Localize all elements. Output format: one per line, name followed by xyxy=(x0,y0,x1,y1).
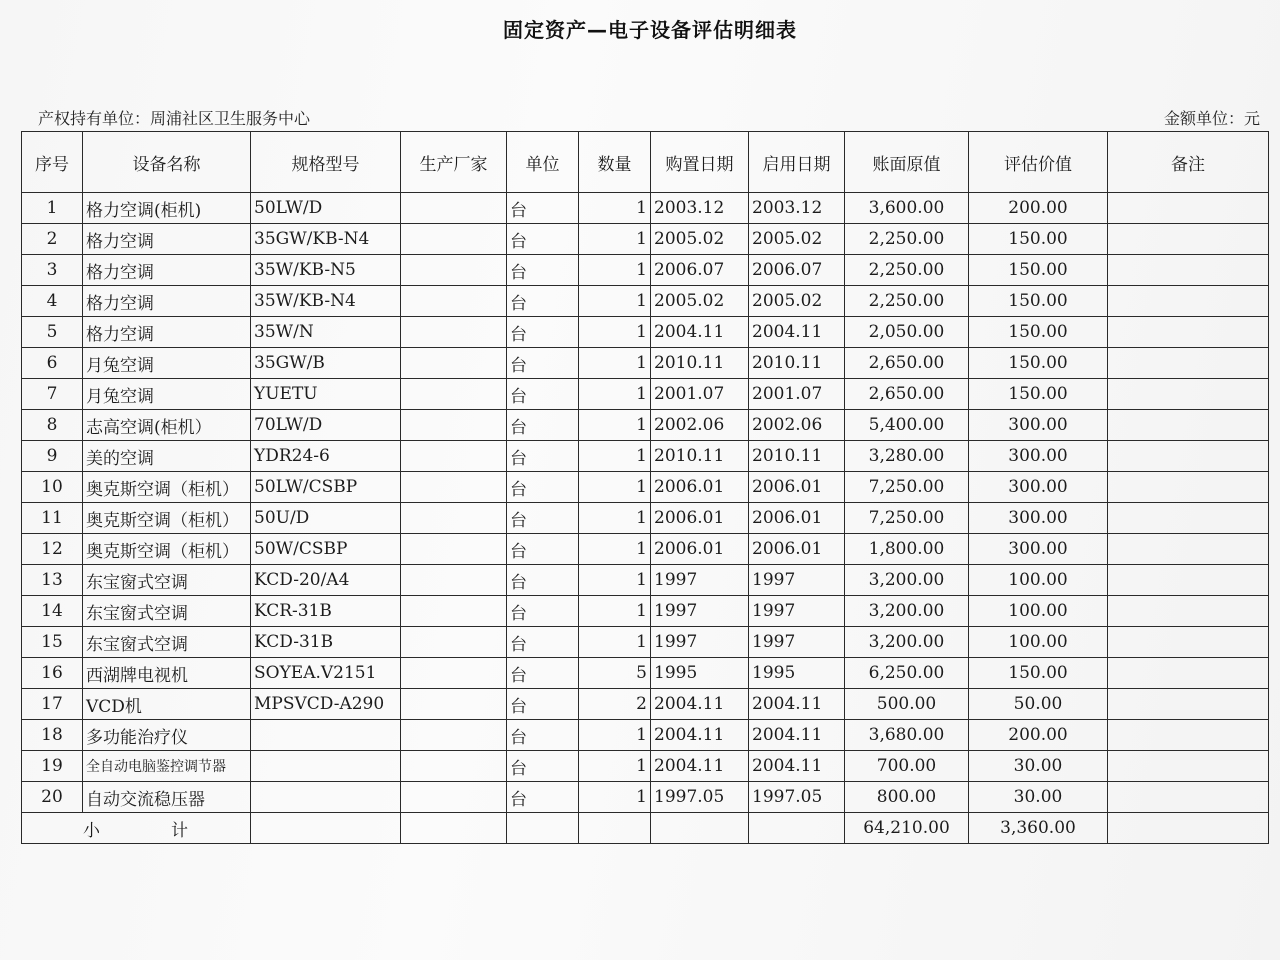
row-number-cell: 9 xyxy=(22,441,83,472)
row-number-cell: 10 xyxy=(22,472,83,503)
subtotal-cell xyxy=(579,813,651,844)
device-name-cell: 美的空调 xyxy=(83,441,251,472)
quantity-cell: 1 xyxy=(579,348,651,379)
unit-cell: 台 xyxy=(507,596,579,627)
model-spec-cell: 35W/N xyxy=(251,317,401,348)
purchase-date-cell: 2003.12 xyxy=(651,193,749,224)
appraised-value-cell: 150.00 xyxy=(969,286,1108,317)
unit-cell: 台 xyxy=(507,534,579,565)
start-date-cell: 1997 xyxy=(749,627,845,658)
asset-table xyxy=(21,131,1269,844)
table-row xyxy=(22,689,1269,720)
header-cell: 生产厂家 xyxy=(401,132,507,193)
manufacturer-cell xyxy=(401,503,507,534)
subtotal-cell xyxy=(401,813,507,844)
device-name-cell: 自动交流稳压器 xyxy=(83,782,251,813)
purchase-date-cell: 2002.06 xyxy=(651,410,749,441)
purchase-date-cell: 1995 xyxy=(651,658,749,689)
model-spec-cell: KCD-20/A4 xyxy=(251,565,401,596)
appraised-value-cell: 150.00 xyxy=(969,255,1108,286)
unit-cell: 台 xyxy=(507,472,579,503)
table-row xyxy=(22,410,1269,441)
table-row xyxy=(22,255,1269,286)
quantity-cell: 1 xyxy=(579,286,651,317)
purchase-date-cell: 2010.11 xyxy=(651,441,749,472)
subtotal-book-value: 64,210.00 xyxy=(845,813,969,844)
purchase-date-cell: 2010.11 xyxy=(651,348,749,379)
device-name-cell: 格力空调 xyxy=(83,286,251,317)
book-value-cell: 2,250.00 xyxy=(845,255,969,286)
table-row xyxy=(22,534,1269,565)
model-spec-cell: MPSVCD-A290 xyxy=(251,689,401,720)
model-spec-cell: KCR-31B xyxy=(251,596,401,627)
purchase-date-cell: 2006.01 xyxy=(651,534,749,565)
unit-cell: 台 xyxy=(507,627,579,658)
table-row xyxy=(22,472,1269,503)
header-cell: 设备名称 xyxy=(83,132,251,193)
appraised-value-cell: 150.00 xyxy=(969,224,1108,255)
remark-cell xyxy=(1108,658,1269,689)
header-cell: 购置日期 xyxy=(651,132,749,193)
row-number-cell: 1 xyxy=(22,193,83,224)
quantity-cell: 1 xyxy=(579,503,651,534)
start-date-cell: 2010.11 xyxy=(749,348,845,379)
start-date-cell: 1997 xyxy=(749,596,845,627)
row-number-cell: 8 xyxy=(22,410,83,441)
row-number-cell: 6 xyxy=(22,348,83,379)
device-name-cell: 志高空调(柜机） xyxy=(83,410,251,441)
purchase-date-cell: 1997 xyxy=(651,565,749,596)
unit-cell: 台 xyxy=(507,286,579,317)
row-number-cell: 7 xyxy=(22,379,83,410)
owner-label: 产权持有单位：周浦社区卫生服务中心 xyxy=(38,109,311,128)
manufacturer-cell xyxy=(401,193,507,224)
row-number-cell: 15 xyxy=(22,627,83,658)
model-spec-cell: 70LW/D xyxy=(251,410,401,441)
device-name-cell: 奥克斯空调（柜机） xyxy=(83,503,251,534)
purchase-date-cell: 2004.11 xyxy=(651,751,749,782)
device-name-cell: 格力空调(柜机) xyxy=(83,193,251,224)
unit-cell: 台 xyxy=(507,317,579,348)
row-number-cell: 13 xyxy=(22,565,83,596)
remark-cell xyxy=(1108,565,1269,596)
appraised-value-cell: 100.00 xyxy=(969,627,1108,658)
subtotal-label-left: 小 xyxy=(83,820,101,841)
appraised-value-cell: 150.00 xyxy=(969,317,1108,348)
table-row xyxy=(22,193,1269,224)
remark-cell xyxy=(1108,503,1269,534)
remark-cell xyxy=(1108,472,1269,503)
amount-unit-label: 金额单位：元 xyxy=(1163,109,1260,128)
row-number-cell: 14 xyxy=(22,596,83,627)
unit-cell: 台 xyxy=(507,689,579,720)
book-value-cell: 7,250.00 xyxy=(845,503,969,534)
manufacturer-cell xyxy=(401,286,507,317)
table-row xyxy=(22,658,1269,689)
manufacturer-cell xyxy=(401,472,507,503)
subtotal-cell xyxy=(507,813,579,844)
appraised-value-cell: 150.00 xyxy=(969,658,1108,689)
header-cell: 序号 xyxy=(22,132,83,193)
subtotal-cell xyxy=(651,813,749,844)
manufacturer-cell xyxy=(401,379,507,410)
table-row xyxy=(22,317,1269,348)
quantity-cell: 1 xyxy=(579,255,651,286)
table-row xyxy=(22,503,1269,534)
table-row xyxy=(22,286,1269,317)
unit-cell: 台 xyxy=(507,782,579,813)
row-number-cell: 16 xyxy=(22,658,83,689)
quantity-cell: 1 xyxy=(579,782,651,813)
appraised-value-cell: 300.00 xyxy=(969,472,1108,503)
book-value-cell: 5,400.00 xyxy=(845,410,969,441)
table-row xyxy=(22,627,1269,658)
start-date-cell: 2005.02 xyxy=(749,286,845,317)
unit-cell: 台 xyxy=(507,720,579,751)
manufacturer-cell xyxy=(401,751,507,782)
appraised-value-cell: 50.00 xyxy=(969,689,1108,720)
start-date-cell: 1997.05 xyxy=(749,782,845,813)
start-date-cell: 2006.07 xyxy=(749,255,845,286)
quantity-cell: 1 xyxy=(579,379,651,410)
manufacturer-cell xyxy=(401,317,507,348)
unit-cell: 台 xyxy=(507,224,579,255)
appraised-value-cell: 300.00 xyxy=(969,410,1108,441)
header-cell: 单位 xyxy=(507,132,579,193)
book-value-cell: 3,280.00 xyxy=(845,441,969,472)
start-date-cell: 2001.07 xyxy=(749,379,845,410)
start-date-cell: 2005.02 xyxy=(749,224,845,255)
device-name-cell: 东宝窗式空调 xyxy=(83,596,251,627)
appraised-value-cell: 200.00 xyxy=(969,193,1108,224)
purchase-date-cell: 1997 xyxy=(651,627,749,658)
manufacturer-cell xyxy=(401,410,507,441)
start-date-cell: 2010.11 xyxy=(749,441,845,472)
header-cell: 启用日期 xyxy=(749,132,845,193)
model-spec-cell: 50LW/D xyxy=(251,193,401,224)
model-spec-cell xyxy=(251,751,401,782)
row-number-cell: 3 xyxy=(22,255,83,286)
appraised-value-cell: 300.00 xyxy=(969,441,1108,472)
unit-cell: 台 xyxy=(507,565,579,596)
device-name-cell: 奥克斯空调（柜机） xyxy=(83,472,251,503)
quantity-cell: 1 xyxy=(579,410,651,441)
book-value-cell: 3,200.00 xyxy=(845,596,969,627)
manufacturer-cell xyxy=(401,782,507,813)
row-number-cell: 4 xyxy=(22,286,83,317)
purchase-date-cell: 1997.05 xyxy=(651,782,749,813)
model-spec-cell xyxy=(251,782,401,813)
device-name-cell: 多功能治疗仪 xyxy=(83,720,251,751)
remark-cell xyxy=(1108,255,1269,286)
row-number-cell: 2 xyxy=(22,224,83,255)
purchase-date-cell: 2006.07 xyxy=(651,255,749,286)
row-number-cell: 19 xyxy=(22,751,83,782)
row-number-cell: 18 xyxy=(22,720,83,751)
book-value-cell: 6,250.00 xyxy=(845,658,969,689)
subtotal-label xyxy=(22,813,251,844)
start-date-cell: 2004.11 xyxy=(749,720,845,751)
purchase-date-cell: 2004.11 xyxy=(651,720,749,751)
remark-cell xyxy=(1108,410,1269,441)
header-cell: 规格型号 xyxy=(251,132,401,193)
table-row xyxy=(22,782,1269,813)
header-cell: 数量 xyxy=(579,132,651,193)
table-row xyxy=(22,596,1269,627)
unit-cell: 台 xyxy=(507,379,579,410)
purchase-date-cell: 2006.01 xyxy=(651,503,749,534)
unit-cell: 台 xyxy=(507,193,579,224)
manufacturer-cell xyxy=(401,348,507,379)
quantity-cell: 5 xyxy=(579,658,651,689)
device-name-cell: 月兔空调 xyxy=(83,348,251,379)
start-date-cell: 2004.11 xyxy=(749,317,845,348)
book-value-cell: 2,650.00 xyxy=(845,379,969,410)
appraised-value-cell: 30.00 xyxy=(969,751,1108,782)
appraised-value-cell: 100.00 xyxy=(969,565,1108,596)
table-row xyxy=(22,224,1269,255)
header-cell: 账面原值 xyxy=(845,132,969,193)
appraised-value-cell: 150.00 xyxy=(969,348,1108,379)
device-name-cell: 月兔空调 xyxy=(83,379,251,410)
quantity-cell: 1 xyxy=(579,317,651,348)
purchase-date-cell: 2005.02 xyxy=(651,286,749,317)
start-date-cell: 2006.01 xyxy=(749,534,845,565)
unit-cell: 台 xyxy=(507,348,579,379)
book-value-cell: 3,600.00 xyxy=(845,193,969,224)
subtotal-cell xyxy=(1108,813,1269,844)
book-value-cell: 2,250.00 xyxy=(845,224,969,255)
remark-cell xyxy=(1108,379,1269,410)
model-spec-cell: KCD-31B xyxy=(251,627,401,658)
remark-cell xyxy=(1108,689,1269,720)
device-name-cell: 格力空调 xyxy=(83,255,251,286)
device-name-cell: 西湖牌电视机 xyxy=(83,658,251,689)
table-row xyxy=(22,348,1269,379)
row-number-cell: 17 xyxy=(22,689,83,720)
device-name-cell: 格力空调 xyxy=(83,224,251,255)
remark-cell xyxy=(1108,317,1269,348)
start-date-cell: 2003.12 xyxy=(749,193,845,224)
appraised-value-cell: 200.00 xyxy=(969,720,1108,751)
unit-cell: 台 xyxy=(507,441,579,472)
subtotal-label-right: 计 xyxy=(171,820,189,841)
unit-cell: 台 xyxy=(507,255,579,286)
subtotal-cell xyxy=(749,813,845,844)
device-name-cell: VCD机 xyxy=(83,689,251,720)
table-row xyxy=(22,751,1269,782)
remark-cell xyxy=(1108,751,1269,782)
book-value-cell: 500.00 xyxy=(845,689,969,720)
manufacturer-cell xyxy=(401,658,507,689)
remark-cell xyxy=(1108,782,1269,813)
book-value-cell: 2,650.00 xyxy=(845,348,969,379)
book-value-cell: 2,250.00 xyxy=(845,286,969,317)
start-date-cell: 2006.01 xyxy=(749,472,845,503)
quantity-cell: 1 xyxy=(579,193,651,224)
purchase-date-cell: 2001.07 xyxy=(651,379,749,410)
start-date-cell: 2004.11 xyxy=(749,689,845,720)
model-spec-cell: 35W/KB-N5 xyxy=(251,255,401,286)
table-row xyxy=(22,720,1269,751)
remark-cell xyxy=(1108,348,1269,379)
book-value-cell: 1,800.00 xyxy=(845,534,969,565)
quantity-cell: 1 xyxy=(579,565,651,596)
remark-cell xyxy=(1108,596,1269,627)
manufacturer-cell xyxy=(401,224,507,255)
quantity-cell: 2 xyxy=(579,689,651,720)
model-spec-cell: 35GW/KB-N4 xyxy=(251,224,401,255)
remark-cell xyxy=(1108,286,1269,317)
row-number-cell: 12 xyxy=(22,534,83,565)
purchase-date-cell: 2004.11 xyxy=(651,317,749,348)
device-name-cell: 东宝窗式空调 xyxy=(83,627,251,658)
model-spec-cell: 50W/CSBP xyxy=(251,534,401,565)
remark-cell xyxy=(1108,441,1269,472)
manufacturer-cell xyxy=(401,596,507,627)
document-title: 固定资产—电子设备评估明细表 xyxy=(503,18,797,42)
table-header-row xyxy=(22,132,1269,193)
purchase-date-cell: 2005.02 xyxy=(651,224,749,255)
subtotal-cell xyxy=(251,813,401,844)
purchase-date-cell: 2006.01 xyxy=(651,472,749,503)
remark-cell xyxy=(1108,534,1269,565)
device-name-cell: 东宝窗式空调 xyxy=(83,565,251,596)
start-date-cell: 2004.11 xyxy=(749,751,845,782)
unit-cell: 台 xyxy=(507,410,579,441)
remark-cell xyxy=(1108,193,1269,224)
book-value-cell: 700.00 xyxy=(845,751,969,782)
purchase-date-cell: 1997 xyxy=(651,596,749,627)
quantity-cell: 1 xyxy=(579,751,651,782)
quantity-cell: 1 xyxy=(579,720,651,751)
device-name-cell: 格力空调 xyxy=(83,317,251,348)
model-spec-cell: 35GW/B xyxy=(251,348,401,379)
start-date-cell: 2006.01 xyxy=(749,503,845,534)
table-row xyxy=(22,441,1269,472)
quantity-cell: 1 xyxy=(579,627,651,658)
row-number-cell: 5 xyxy=(22,317,83,348)
book-value-cell: 800.00 xyxy=(845,782,969,813)
quantity-cell: 1 xyxy=(579,534,651,565)
device-name-cell: 全自动电脑鉴控调节器 xyxy=(83,751,251,782)
start-date-cell: 1997 xyxy=(749,565,845,596)
book-value-cell: 7,250.00 xyxy=(845,472,969,503)
table-row xyxy=(22,565,1269,596)
manufacturer-cell xyxy=(401,627,507,658)
model-spec-cell: 50U/D xyxy=(251,503,401,534)
manufacturer-cell xyxy=(401,689,507,720)
model-spec-cell: YUETU xyxy=(251,379,401,410)
start-date-cell: 2002.06 xyxy=(749,410,845,441)
appraised-value-cell: 100.00 xyxy=(969,596,1108,627)
manufacturer-cell xyxy=(401,534,507,565)
header-cell: 评估价值 xyxy=(969,132,1108,193)
book-value-cell: 3,200.00 xyxy=(845,565,969,596)
unit-cell: 台 xyxy=(507,658,579,689)
book-value-cell: 2,050.00 xyxy=(845,317,969,348)
book-value-cell: 3,200.00 xyxy=(845,627,969,658)
row-number-cell: 20 xyxy=(22,782,83,813)
quantity-cell: 1 xyxy=(579,224,651,255)
quantity-cell: 1 xyxy=(579,441,651,472)
unit-cell: 台 xyxy=(507,751,579,782)
remark-cell xyxy=(1108,720,1269,751)
appraised-value-cell: 150.00 xyxy=(969,379,1108,410)
quantity-cell: 1 xyxy=(579,596,651,627)
model-spec-cell: YDR24-6 xyxy=(251,441,401,472)
remark-cell xyxy=(1108,627,1269,658)
table-body xyxy=(22,193,1269,813)
model-spec-cell: 50LW/CSBP xyxy=(251,472,401,503)
table-row xyxy=(22,379,1269,410)
quantity-cell: 1 xyxy=(579,472,651,503)
header-cell: 备注 xyxy=(1108,132,1269,193)
manufacturer-cell xyxy=(401,255,507,286)
row-number-cell: 11 xyxy=(22,503,83,534)
book-value-cell: 3,680.00 xyxy=(845,720,969,751)
model-spec-cell: SOYEA.V2151 xyxy=(251,658,401,689)
unit-cell: 台 xyxy=(507,503,579,534)
subtotal-appraised-value: 3,360.00 xyxy=(969,813,1108,844)
model-spec-cell: 35W/KB-N4 xyxy=(251,286,401,317)
model-spec-cell xyxy=(251,720,401,751)
manufacturer-cell xyxy=(401,565,507,596)
purchase-date-cell: 2004.11 xyxy=(651,689,749,720)
appraised-value-cell: 300.00 xyxy=(969,534,1108,565)
appraised-value-cell: 30.00 xyxy=(969,782,1108,813)
start-date-cell: 1995 xyxy=(749,658,845,689)
subtotal-row xyxy=(22,813,1269,844)
manufacturer-cell xyxy=(401,720,507,751)
appraised-value-cell: 300.00 xyxy=(969,503,1108,534)
manufacturer-cell xyxy=(401,441,507,472)
device-name-cell: 奥克斯空调（柜机） xyxy=(83,534,251,565)
remark-cell xyxy=(1108,224,1269,255)
